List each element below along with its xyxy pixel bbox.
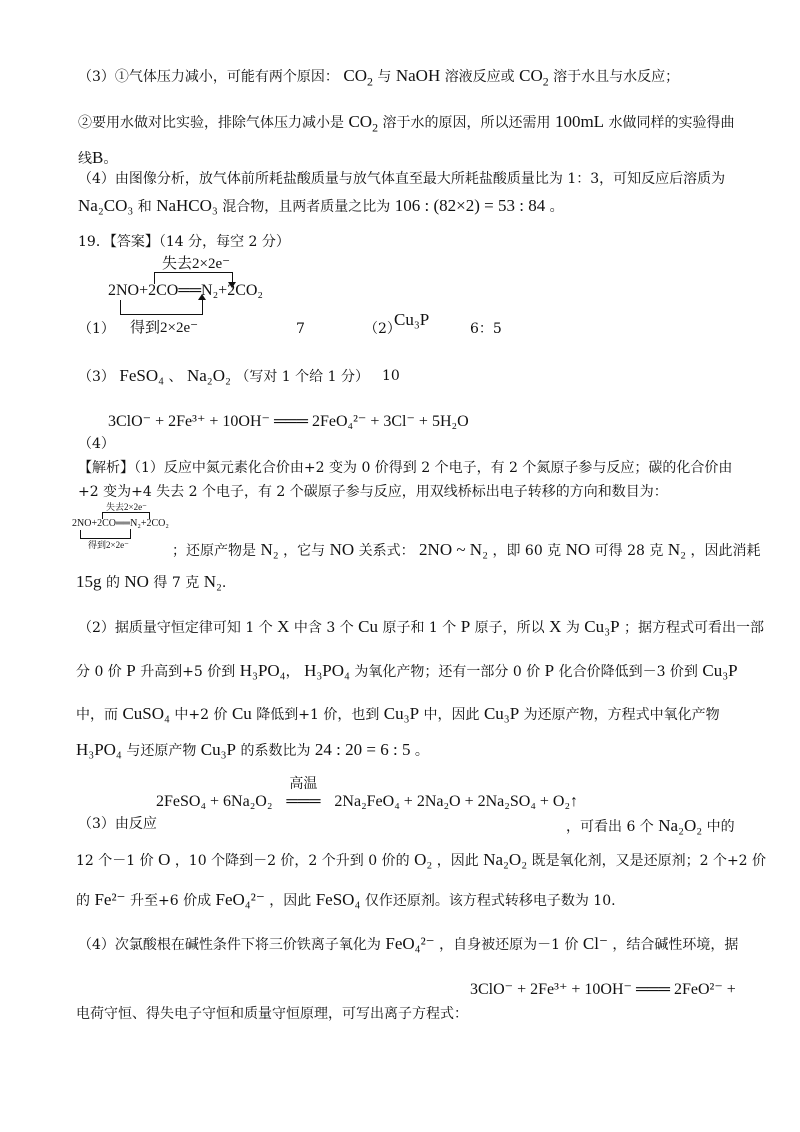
answer-4-label: （4） xyxy=(78,436,115,452)
answer-3 xyxy=(78,366,369,386)
text: ，因此 xyxy=(436,853,479,869)
symbol-p: P xyxy=(460,617,471,636)
formula-cu3p: Cu₃P xyxy=(483,704,520,723)
formula-h3po4: H₃PO₄ xyxy=(76,740,122,759)
symbol-x: X xyxy=(549,617,562,636)
formula-o2: O₂ xyxy=(414,850,433,869)
text: 降低到+1 价，也到 xyxy=(256,707,380,723)
q19-header xyxy=(78,234,290,251)
lose-electrons-label: 失去2×2e⁻ xyxy=(162,256,231,272)
text: ，结合碱性环境，据 xyxy=(612,937,739,953)
formula-n2: N₂ xyxy=(203,572,222,591)
bracket-line xyxy=(120,300,121,314)
para-3-line-1 xyxy=(78,66,680,89)
text: 为 xyxy=(565,620,580,636)
analysis-line-2: +2 变为+4 失去 2 个电子，有 2 个碳原子参与反应，用双线桥标出电子转移的方向和数目为： xyxy=(78,484,668,500)
coefficient-ratio: 24 : 20 = 6 : 5 xyxy=(314,740,411,759)
formula-h3po4: H₃PO₄ xyxy=(239,661,286,680)
text: 与还原产物 xyxy=(126,743,197,759)
para-4-line-1 xyxy=(78,171,725,188)
formula-cu3p: Cu₃P xyxy=(200,740,237,759)
gain-electrons-label: 得到2×2e⁻ xyxy=(88,540,129,550)
analysis-2-line-3 xyxy=(76,704,720,724)
symbol-x: X xyxy=(277,617,290,636)
formula-no: NO xyxy=(124,572,149,591)
analysis-3-line-3 xyxy=(76,890,616,910)
text: （2）据质量守恒定律可知 1 个 xyxy=(78,620,273,636)
text: 与 xyxy=(377,69,392,85)
text: 为还原产物，方程式中氧化产物 xyxy=(523,707,720,723)
volume-value: 100mL xyxy=(554,112,605,131)
text: 关系式： xyxy=(358,543,415,559)
text: ②要用水做对比实验，排除气体压力减小是 xyxy=(78,115,344,131)
formula-cu3p: Cu₃P xyxy=(584,617,620,636)
text: 、 xyxy=(168,369,183,385)
analysis-line-1: 【解析】（1）反应中氮元素化合价由+2 变为 0 价得到 2 个电子，有 2 个氮原子参与反应；碳的化合价由 xyxy=(78,460,733,476)
text: 原子，所以 xyxy=(474,620,545,636)
text: 中，因此 xyxy=(423,707,480,723)
text: 19．【答案】（14 分，每空 2 分） xyxy=(78,234,290,250)
bracket-line xyxy=(154,272,233,273)
text: 的 xyxy=(105,575,120,591)
symbol-cu: Cu xyxy=(358,617,379,636)
analysis-2-line-2 xyxy=(76,661,738,681)
formula-n2: N₂ xyxy=(260,540,279,559)
bracket-line xyxy=(80,530,81,538)
formula-na2o2: Na₂O₂ xyxy=(483,850,528,869)
text: 水做同样的实验得曲 xyxy=(608,115,735,131)
text: ；据方程式可看出一部 xyxy=(623,620,764,636)
text: ，因此 xyxy=(269,893,312,909)
equation-3 xyxy=(156,776,579,811)
bracket-line xyxy=(120,314,203,315)
text: ， xyxy=(285,664,300,680)
text: 混合物，且两者质量之比为 xyxy=(222,199,391,215)
analysis-3-line-1a: （3）由反应 xyxy=(78,816,157,832)
reaction-condition: 高温 xyxy=(289,776,318,792)
text: 仅作还原剂。该方程式转移电子数为 10. xyxy=(364,893,616,909)
text: ，它与 xyxy=(283,543,326,559)
mass-ratio: 106 : (82×2) = 53 : 84 xyxy=(394,196,546,215)
text: 和 xyxy=(137,199,152,215)
text: （3）①气体压力减小，可能有两个原因： xyxy=(78,69,339,85)
text: 中含 3 个 xyxy=(293,620,354,636)
formula-co2: $CO_2$ xyxy=(519,66,549,89)
text: （4）由图像分析，放气体前所耗盐酸质量与放气体直至最大所耗盐酸质量比为 1：3，可知反应后溶质为 xyxy=(78,171,726,187)
formula-feso4: FeSO₄ xyxy=(119,366,165,385)
text: 升高到+5 价到 xyxy=(140,664,236,680)
ion-feo4: FeO₄²⁻ xyxy=(385,934,435,953)
formula-nahco3: NaHCO₃ xyxy=(156,196,218,215)
formula-no: NO xyxy=(329,540,355,559)
lose-electrons-label: 失去2×2e⁻ xyxy=(106,502,147,512)
formula-na2co3: Na₂CO₃ xyxy=(78,196,134,215)
answer-3-label: （3） xyxy=(78,369,115,385)
text: ，自身被还原为－1 价 xyxy=(439,937,579,953)
text: （4）次氯酸根在碱性条件下将三价铁离子氧化为 xyxy=(78,937,381,953)
para-4-line-2 xyxy=(78,196,564,216)
text: ；还原产物是 xyxy=(172,543,256,559)
text: ，10 个降到－2 价，2 个升到 0 价的 xyxy=(174,853,410,869)
analysis-3-line-2 xyxy=(76,850,766,870)
symbol-p: P xyxy=(126,661,136,680)
ion-feo4: FeO₄²⁻ xyxy=(215,890,265,909)
text: 化合价降低到－3 价到 xyxy=(558,664,698,680)
text: 12 个－1 价 xyxy=(76,853,154,869)
text: ，可看出 6 个 xyxy=(566,819,654,835)
symbol-o: O xyxy=(158,850,171,869)
redox-equation: 2NO+2CO══N₂+2CO₂ xyxy=(108,282,263,299)
text: 溶于水的原因，所以还需用 xyxy=(382,115,551,131)
ion-cl: Cl⁻ xyxy=(582,934,608,953)
text: 得 7 克 xyxy=(153,575,200,591)
relation: 2NO ~ N₂ xyxy=(419,540,489,559)
analysis-2-line-1 xyxy=(78,617,764,637)
formula-na2o2: Na₂O₂ xyxy=(658,816,703,835)
reaction-arrow: 高温 ═══ xyxy=(276,792,330,811)
arrow-icon xyxy=(198,294,206,300)
analysis-2-line-4 xyxy=(76,740,429,760)
analysis-4-line-2: 电荷守恒、得失电子守恒和质量守恒原理，可写出离子方程式： xyxy=(76,1006,468,1022)
bracket-line xyxy=(102,512,150,513)
formula-naoh: NaOH xyxy=(395,66,441,85)
answer-2-ratio: 6：5 xyxy=(470,321,502,337)
equation-reactants: 2FeSO₄ + 6Na₂O₂ xyxy=(156,793,273,810)
formula-na2o2: Na₂O₂ xyxy=(186,366,231,385)
formula-h3po4: H₃PO₄ xyxy=(304,661,350,680)
answer-1-label: （1） xyxy=(78,321,115,337)
text: 可得 28 克 xyxy=(594,543,664,559)
bracket-line xyxy=(130,529,131,538)
electron-transfer-diagram-small xyxy=(72,500,168,552)
para-3-line-3 xyxy=(78,148,117,168)
ion-fe: Fe²⁻ xyxy=(94,890,126,909)
formula-co2: $CO_2$ xyxy=(348,112,379,135)
formula-feso4: FeSO₄ xyxy=(315,890,361,909)
text: 。 xyxy=(103,151,118,167)
analysis-line-4 xyxy=(76,572,226,592)
text: 的系数比为 xyxy=(240,743,311,759)
answer-2-label: （2） xyxy=(364,321,401,337)
text: 线 xyxy=(78,151,92,167)
formula-cuso4: CuSO₄ xyxy=(122,704,170,723)
scoring-note: （写对 1 个给 1 分） xyxy=(235,369,369,385)
answer-2-formula: Cu₃P xyxy=(394,310,430,329)
formula-co2: $CO_2$ xyxy=(343,66,373,89)
redox-equation: 2NO+2CO══N₂+2CO₂ xyxy=(72,518,169,529)
text: 中，而 xyxy=(76,707,118,723)
answer-1-value: 7 xyxy=(296,321,305,337)
text: 溶于水且与水反应； xyxy=(553,69,680,85)
answer-4-equation: 3ClO⁻ + 2Fe³⁺ + 10OH⁻ ═══ 2FeO₄²⁻ + 3Cl⁻ + 5H₂O xyxy=(108,413,469,430)
bracket-line xyxy=(202,298,203,314)
text: 分 0 价 xyxy=(76,664,122,680)
formula-cu3p: Cu₃P xyxy=(702,661,738,680)
equation-4: 3ClO⁻ + 2Fe³⁺ + 10OH⁻ ═══ 2FeO²⁻ + xyxy=(470,981,736,998)
formula-no: NO xyxy=(565,540,591,559)
text: 。 xyxy=(549,199,564,215)
para-3-line-2 xyxy=(78,112,735,135)
equation-products: 2Na₂FeO₄ + 2Na₂O + 2Na₂SO₄ + O₂↑ xyxy=(334,793,579,810)
text: 原子和 1 个 xyxy=(382,620,457,636)
text: ，因此消耗 xyxy=(690,543,761,559)
symbol-cu: Cu xyxy=(231,704,252,723)
formula-cu3p: Cu₃P xyxy=(383,704,420,723)
curve-label: B xyxy=(92,148,104,167)
text: 既是氧化剂，又是还原剂；2 个+2 价 xyxy=(531,853,767,869)
text: 升至+6 价成 xyxy=(129,893,212,909)
text: ，即 60 克 xyxy=(492,543,562,559)
formula-n2: N₂ xyxy=(667,540,687,559)
text: 中的 xyxy=(706,819,735,835)
symbol-p: P xyxy=(544,661,555,680)
answer-3-value: 10 xyxy=(382,368,400,384)
text: 中+2 价 xyxy=(174,707,228,723)
text: 为氧化产物；还有一部分 0 价 xyxy=(354,664,541,680)
text: 溶液反应或 xyxy=(444,69,515,85)
analysis-3-line-1b xyxy=(566,816,735,836)
text: 的 xyxy=(76,893,90,909)
gain-electrons-label: 得到2×2e⁻ xyxy=(130,320,199,336)
analysis-4-line-1 xyxy=(78,934,738,954)
mass-value: 15g xyxy=(76,572,102,591)
analysis-line-3 xyxy=(172,540,761,560)
electron-transfer-diagram xyxy=(106,252,266,336)
text: . xyxy=(221,575,227,591)
text: 。 xyxy=(414,743,429,759)
